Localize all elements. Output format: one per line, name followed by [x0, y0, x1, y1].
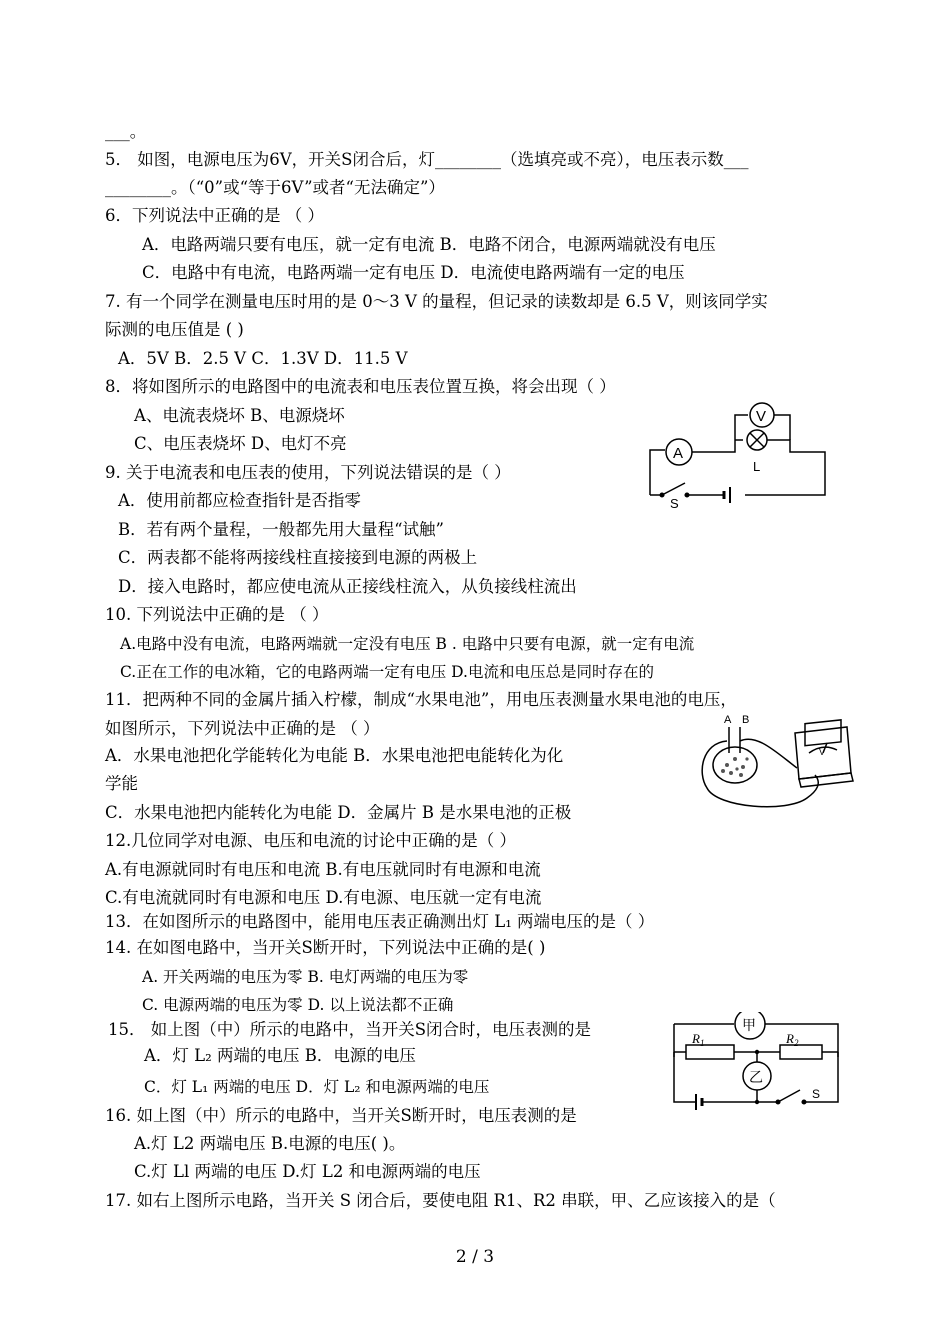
- option-line: C.灯 Ll 两端的电压 D.灯 L2 和电源两端的电压: [134, 1162, 481, 1181]
- fruit-battery-figure: [697, 713, 857, 813]
- circuit-diagram-q15: [668, 1012, 848, 1112]
- option-line: A.有电源就同时有电压和电流 B.有电压就同时有电源和电流: [105, 860, 541, 879]
- question-17: 17. 如右上图所示电路，当开关 S 闭合后，要使电阻 R1、R2 串联，甲、乙应该接入的是（: [105, 1191, 776, 1210]
- question-9: 9. 关于电流表和电压表的使用，下列说法错误的是（ ）: [105, 463, 511, 482]
- r1-subscript: 1: [699, 1038, 705, 1048]
- svg-text:R2: [785, 1031, 799, 1048]
- question-7: 7. 有一个同学在测量电压时用的是 0～3 V 的量程，但记录的读数却是 6.5 V，则该同学实: [105, 292, 768, 311]
- option-line: 学能: [105, 774, 138, 793]
- text-line: 如图所示，下列说法中正确的是 （ ）: [105, 719, 380, 738]
- question-11: 11．把两种不同的金属片插入柠檬，制成“水果电池”，用电压表测量水果电池的电压，: [105, 690, 737, 709]
- option-line: A．灯 L₂ 两端的电压 B．电源的电压: [144, 1046, 416, 1065]
- option-line: B．若有两个量程，一般都先用大量程“试触”: [118, 520, 444, 539]
- option-line: C.正在工作的电冰箱，它的电路两端一定有电压 D.电流和电压总是同时存在的: [120, 663, 654, 681]
- option-line: A.电路中没有电流，电路两端就一定没有电压 B . 电路中只要有电源，就一定有电流: [120, 635, 695, 653]
- electrode-a-label: A: [724, 714, 732, 726]
- page-number: 2 / 3: [455, 1247, 495, 1267]
- question-13: 13．在如图所示的电路图中，能用电压表正确测出灯 L₁ 两端电压的是（ ）: [105, 912, 655, 931]
- text-line: 际测的电压值是 ( ): [105, 320, 244, 339]
- circuit-diagram-q8: [640, 395, 840, 510]
- option-line: A.灯 L2 两端电压 B.电源的电压( )。: [134, 1134, 406, 1153]
- r1-label: R: [692, 1031, 700, 1046]
- option-line: D．接入电路时，都应使电流从正接线柱流入，从负接线柱流出: [118, 577, 577, 596]
- option-line: C．灯 L₁ 两端的电压 D．灯 L₂ 和电源两端的电压: [144, 1078, 490, 1096]
- text-line: ________。（“0”或“等于6V”或者“无法确定”）: [105, 178, 445, 197]
- text-line: ___。: [105, 122, 147, 141]
- lamp-label: L: [753, 459, 761, 474]
- r2-label: R: [786, 1031, 794, 1046]
- option-line: A. 开关两端的电压为零 B. 电灯两端的电压为零: [142, 968, 469, 986]
- option-line: C．电路中有电流，电路两端一定有电压 D．电流使电路两端有一定的电压: [142, 263, 685, 282]
- question-5: 5． 如图，电源电压为6V，开关S闭合后，灯________（选填亮或不亮），电压表示数___: [105, 150, 749, 169]
- electrode-b-label: B: [742, 714, 750, 726]
- option-line: C.有电流就同时有电源和电压 D.有电源、电压就一定有电流: [105, 888, 542, 907]
- question-8: 8．将如图所示的电路图中的电流表和电压表位置互换，将会出现（ ）: [105, 377, 616, 396]
- r2-subscript: 2: [793, 1038, 799, 1048]
- meter-label: V: [819, 747, 826, 757]
- question-6: 6．下列说法中正确的是 （ ）: [105, 206, 324, 225]
- option-line: A．水果电池把化学能转化为电能 B．水果电池把电能转化为化: [105, 746, 564, 765]
- switch-label: S: [812, 1087, 821, 1101]
- question-10: 10. 下列说法中正确的是 （ ）: [105, 605, 329, 624]
- question-15: 15． 如上图（中）所示的电路中，当开关S闭合时，电压表测的是: [108, 1020, 592, 1039]
- option-line: A、电流表烧坏 B、电源烧坏: [134, 406, 345, 425]
- meter-jia-label: 甲: [742, 1018, 756, 1034]
- option-line: C. 电源两端的电压为零 D. 以上说法都不正确: [142, 996, 454, 1014]
- ammeter-label: A: [673, 445, 684, 462]
- option-line: C、电压表烧坏 D、电灯不亮: [134, 434, 347, 453]
- meter-yi-label: 乙: [749, 1070, 763, 1086]
- option-line: A．5V B．2.5 V C．1.3V D．11.5 V: [118, 349, 408, 368]
- option-line: C．水果电池把内能转化为电能 D．金属片 B 是水果电池的正极: [105, 803, 572, 822]
- question-14: 14. 在如图电路中，当开关S断开时，下列说法中正确的是( ): [105, 938, 546, 957]
- option-line: A．使用前都应检查指针是否指零: [118, 491, 361, 510]
- switch-label: S: [670, 496, 679, 510]
- question-16: 16. 如上图（中）所示的电路中，当开关S断开时，电压表测的是: [105, 1106, 577, 1125]
- question-12: 12.几位同学对电源、电压和电流的讨论中正确的是（ ）: [105, 831, 516, 850]
- voltmeter-label: V: [756, 408, 767, 425]
- option-line: C．两表都不能将两接线柱直接接到电源的两极上: [118, 548, 478, 567]
- option-line: A．电路两端只要有电压，就一定有电流 B．电路不闭合，电源两端就没有电压: [142, 235, 716, 254]
- svg-text:R1: [691, 1031, 704, 1048]
